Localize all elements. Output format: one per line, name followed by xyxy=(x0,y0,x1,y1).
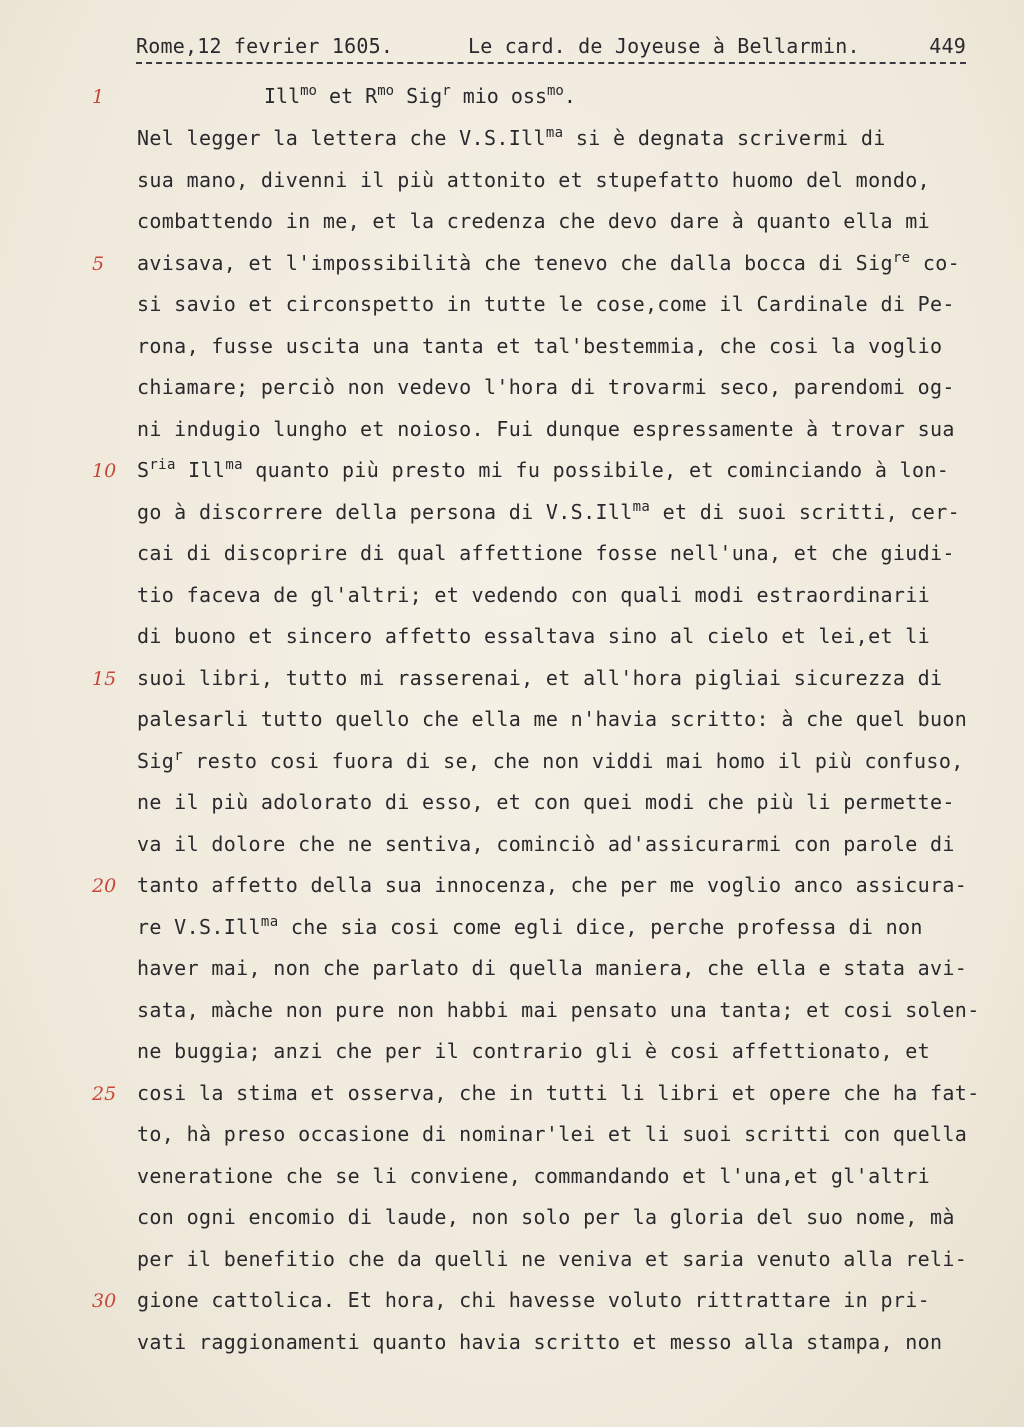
text-line: to, hà preso occasione di nominar'lei et li suoi scritti con quella xyxy=(137,1122,968,1146)
margin-marker: 15 xyxy=(92,667,117,690)
text-line: sua mano, divenni il più attonito et stupefatto huomo del mondo, xyxy=(137,167,931,192)
text-line: Sig$^r$ resto cosi fuora di se, che non viddi mai homo il più confuso, xyxy=(137,747,964,773)
text-line: va il dolore che ne sentiva, cominciò ad'assicurarmi con parole di xyxy=(137,831,955,856)
text-line: $S^{ria}$ Ill$^{ma}$ quanto più presto mi fu possibile, et cominciando à lon- xyxy=(137,457,950,482)
header-title: Le card. de Joyeuse à Bellarmin. xyxy=(468,34,860,58)
margin-marker: 20 xyxy=(92,875,117,897)
margin-marker: 25 xyxy=(92,1082,117,1105)
text-line: haver mai, non che parlato di quella maniera, che ella e stata avi- xyxy=(137,956,968,980)
text-line: ni indugio lungho et noioso. Fui dunque espressamente à trovar sua xyxy=(137,416,955,441)
text-line: cai di discoprire di qual affettione fosse nell'una, et che giudi- xyxy=(137,541,955,565)
text-line: per il benefitio che da quelli ne veniva et saria venuto alla reli- xyxy=(137,1246,968,1271)
text-line: combattendo in me, et la credenza che devo dare à quanto ella mi xyxy=(137,209,931,233)
text-line: rona, fusse uscita una tanta et tal'bestemmia, che cosi la voglio xyxy=(137,333,943,358)
salutation: Ill$^{mo}$ et $R^{mo}$ Sig$^r$ mio oss$^{mo}$. xyxy=(264,83,576,108)
text-line: veneratione che se li conviene, commandando et l'una,et gl'altri xyxy=(137,1163,931,1188)
text-line: ne il più adolorato di esso, et con quei modi che più li permette- xyxy=(137,790,955,814)
text-line: vati raggionamenti quanto havia scritto et messo alla stampa, non xyxy=(137,1329,943,1354)
text-line: gione cattolica. Et hora, chi havesse voluto rittrattare in pri- xyxy=(137,1288,931,1312)
page-header xyxy=(136,34,966,60)
text-line: si savio et circonspetto in tutte le cose,come il Cardinale di Pe- xyxy=(137,292,955,316)
text-line: ne buggia; anzi che per il contrario gli è cosi affettionato, et xyxy=(137,1039,931,1063)
text-line: tanto affetto della sua innocenza, che per me voglio anco assicura- xyxy=(137,873,968,897)
text-line: sata, màche non pure non habbi mai pensato una tanta; et cosi solen- xyxy=(137,997,980,1022)
page-number: 449 xyxy=(929,34,966,58)
header-rule xyxy=(136,62,966,64)
text-line: avisava, et l'impossibilità che tenevo che dalla bocca di Sig$^{re}$ co- xyxy=(137,249,960,275)
text-line: tio faceva de gl'altri; et vedendo con quali modi estraordinarii xyxy=(137,582,931,607)
margin-marker: 1 xyxy=(92,86,105,108)
margin-marker: 30 xyxy=(92,1290,117,1312)
text-line: cosi la stima et osserva, che in tutti li libri et opere che ha fat- xyxy=(137,1080,980,1105)
text-line: suoi libri, tutto mi rasserenai, et all'hora pigliai sicurezza di xyxy=(137,665,943,690)
text-line: con ogni encomio di laude, non solo per la gloria del suo nome, mà xyxy=(137,1205,955,1229)
margin-marker: 5 xyxy=(92,252,105,275)
text-line: di buono et sincero affetto essaltava sino al cielo et lei,et li xyxy=(137,624,931,648)
text-line: palesarli tutto quello che ella me n'havia scritto: à che quel buon xyxy=(137,707,968,731)
header-place-date: Rome,12 fevrier 1605. xyxy=(136,34,394,58)
text-line: chiamare; perciò non vedevo l'hora di trovarmi seco, parendomi og- xyxy=(137,375,955,399)
text-line: Nel legger la lettera che V.S.Ill$^{ma}$ si è degnata scrivermi di xyxy=(137,125,886,150)
text-line: re V.S.Ill$^{ma}$ che sia cosi come egli dice, perche professa di non xyxy=(137,913,923,939)
margin-marker: 10 xyxy=(92,460,117,482)
text-line: go à discorrere della persona di V.S.Ill$^{ma}$ et di suoi scritti, cer- xyxy=(137,498,960,524)
